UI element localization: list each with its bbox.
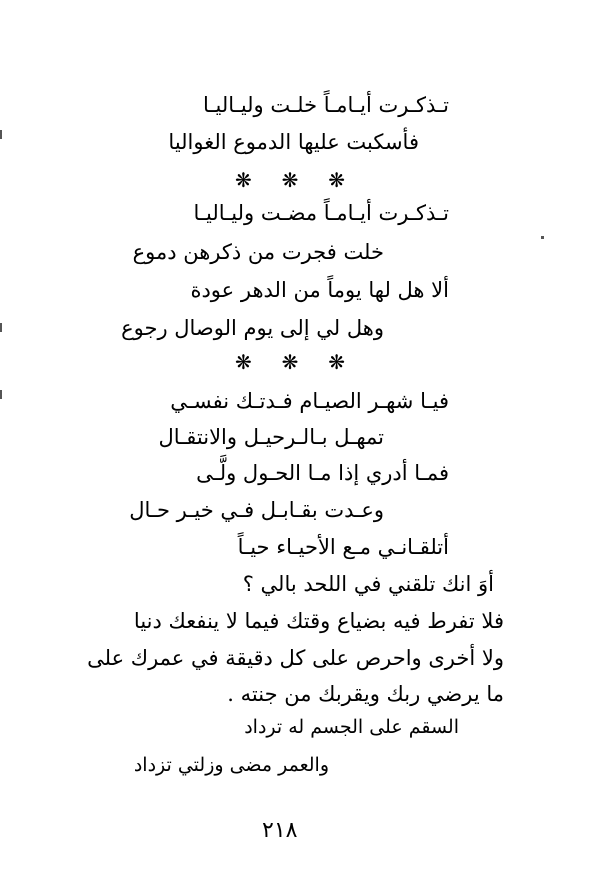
- star-icon: ❋: [235, 350, 252, 374]
- star-icon: ❋: [281, 168, 299, 192]
- poem-a-line-2: فأسكبت عليها الدموع الغواليا: [168, 130, 419, 154]
- star-icon: ❋: [328, 168, 345, 192]
- margin-mark: [0, 323, 2, 332]
- margin-mark: [0, 390, 2, 399]
- poem-c-line-2: تمهـل بـالـرحيـل والانتقـال: [158, 425, 384, 449]
- prose-line-3: ما يرضي ربك ويقربك من جنته .: [227, 682, 504, 706]
- poem-c-line-6: أوَ انك تلقني في اللحد بالي ؟: [242, 572, 494, 596]
- poem-c-line-1: فيـا شهـر الصيـام فـدتـك نفسـي: [170, 389, 449, 413]
- separator: [235, 350, 345, 374]
- poem-b-line-3: ألا هل لها يوماً من الدهر عودة: [190, 278, 449, 302]
- poem-b-line-1: تـذكـرت أيـامـاً مضـت وليـاليـا: [193, 201, 449, 225]
- closing-line-1: السقم على الجسم له ترداد: [244, 716, 459, 738]
- poem-b-line-2: خلت فجرت من ذكرهن دموع: [132, 240, 384, 264]
- closing-line-2: والعمر مضى وزلتي تزداد: [133, 754, 329, 776]
- star-icon: ❋: [328, 350, 345, 374]
- poem-c-line-4: وعـدت بقـابـل فـي خيـر حـال: [129, 498, 384, 522]
- star-icon: ❋: [281, 350, 299, 374]
- poem-a-line-1: تـذكـرت أيـامـاً خلـت وليـاليـا: [202, 93, 449, 117]
- poem-c-line-5: أتلقـانـي مـع الأحيـاء حيـاً: [237, 535, 449, 559]
- separator: [235, 168, 345, 192]
- page-number: ٢١٨: [262, 818, 298, 843]
- poem-b-line-4: وهل لي إلى يوم الوصال رجوع: [121, 316, 384, 340]
- poem-c-line-3: فمـا أدري إذا مـا الحـول ولَّـى: [196, 461, 449, 485]
- margin-mark: [0, 130, 2, 139]
- star-icon: ❋: [235, 168, 252, 192]
- margin-mark: [541, 236, 544, 239]
- prose-line-1: فلا تفرط فيه بضياع وقتك فيما لا ينفعك دنيا: [133, 609, 504, 633]
- prose-line-2: ولا أخرى واحرص على كل دقيقة في عمرك على: [87, 646, 504, 670]
